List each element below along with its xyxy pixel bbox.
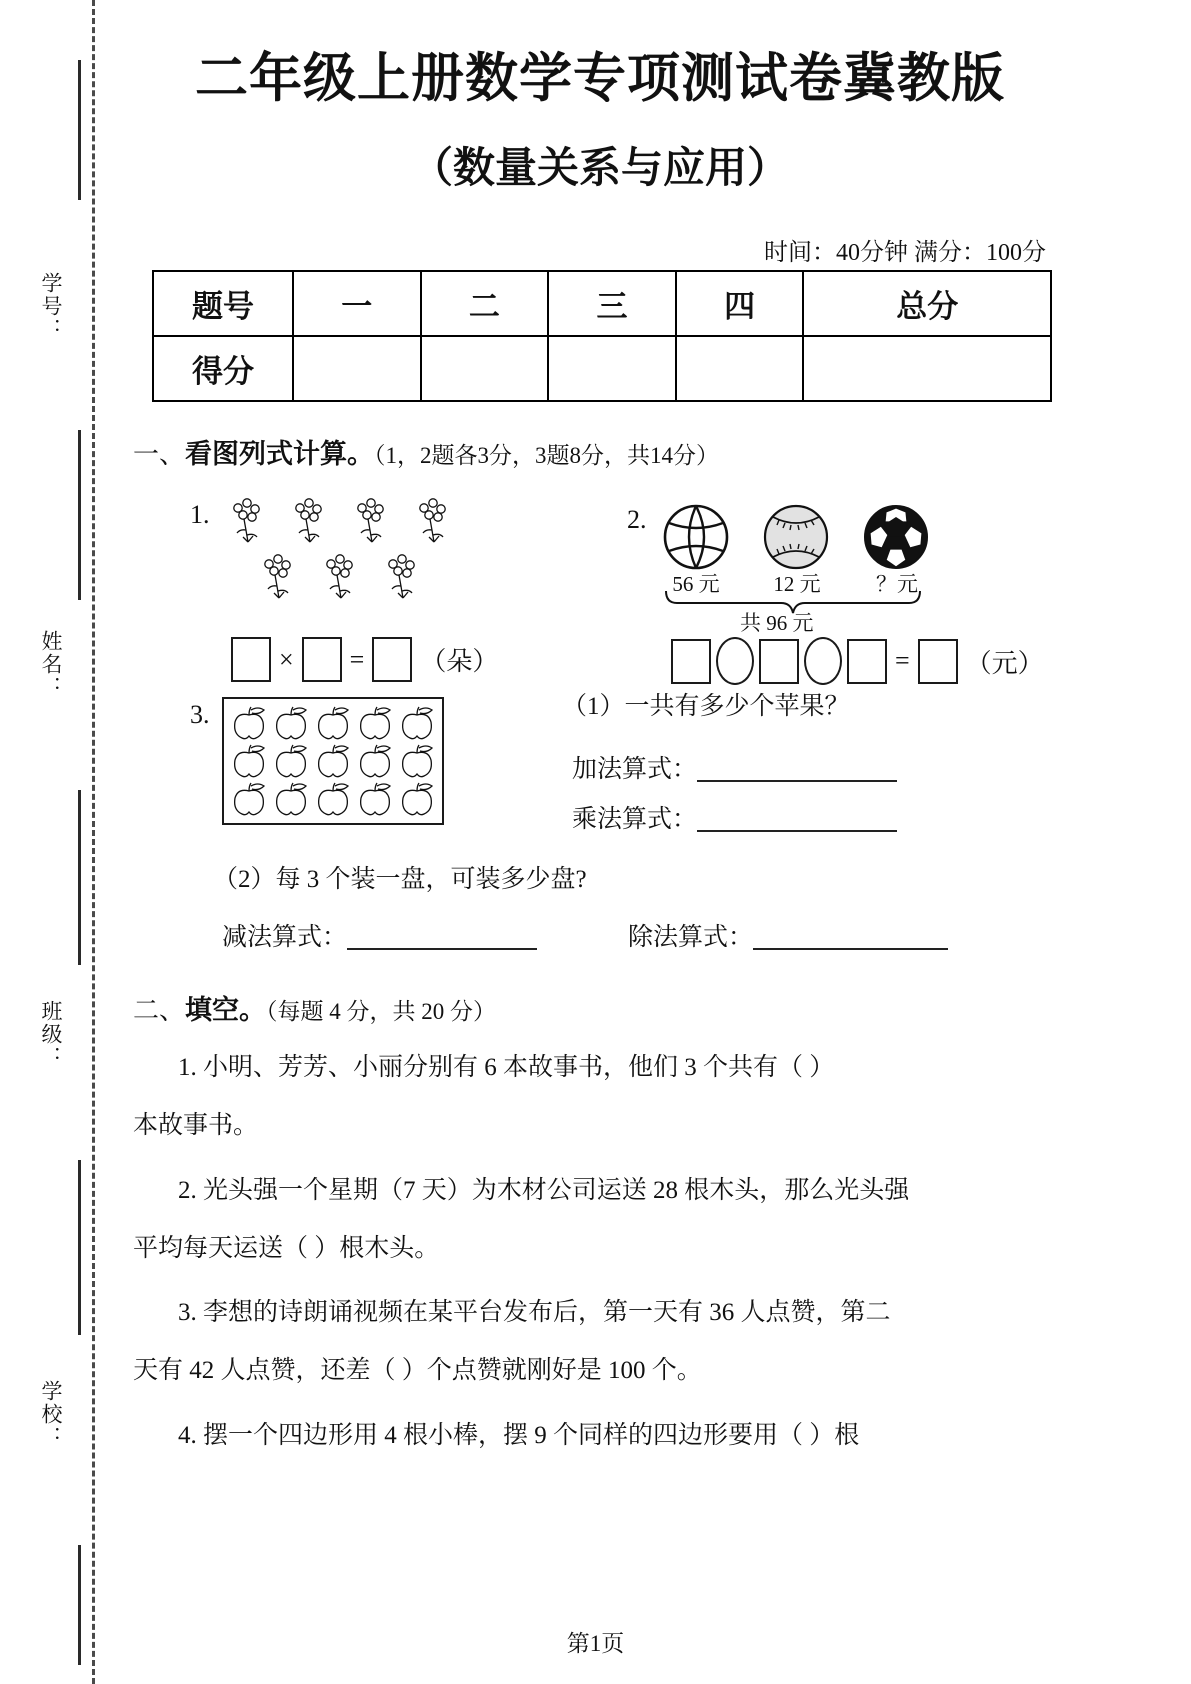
apple-icon — [312, 704, 354, 742]
q3-number: 3. — [190, 700, 210, 729]
apple-icon — [228, 742, 270, 780]
exam-meta: 时间：40分钟 满分：100分 — [764, 240, 1046, 266]
q1-equation — [228, 637, 498, 682]
apple-icon — [312, 780, 354, 818]
answer-box[interactable] — [372, 637, 412, 682]
apple-icon — [270, 742, 312, 780]
q1-operator-multiply: × — [279, 644, 294, 674]
apple-icon — [354, 704, 396, 742]
apple-icon — [354, 780, 396, 818]
q1-operator-equals: = — [349, 644, 365, 674]
score-row-label-1: 得分 — [153, 336, 293, 401]
operator-circle[interactable] — [804, 637, 842, 685]
section-two-q1-line1: 1. 小明、芳芳、小丽分别有 6 本故事书，他们 3 个共有（ ） — [178, 1054, 835, 1081]
section-one-number: 一、 — [133, 440, 186, 469]
apple-row — [228, 704, 438, 742]
q1-flower-row-2 — [253, 552, 439, 610]
section-one-heading — [133, 432, 719, 471]
apple-icon — [312, 742, 354, 780]
answer-box[interactable] — [302, 637, 342, 682]
q3-apple-grid — [222, 697, 444, 825]
section-two-q4-line1: 4. 摆一个四边形用 4 根小棒，摆 9 个同样的四边形要用（ ）根 — [178, 1422, 860, 1449]
q2-baseball — [762, 503, 830, 576]
q3-division-answer-line[interactable] — [753, 948, 948, 950]
section-two-number: 二、 — [133, 996, 186, 1025]
margin-label-school: 学校： — [39, 1380, 63, 1449]
margin-rule-1 — [78, 60, 81, 200]
answer-box[interactable] — [847, 639, 887, 684]
score-cell-3[interactable] — [676, 336, 804, 401]
q2-operator-equals: = — [895, 646, 910, 675]
section-two-title: 填空。 — [185, 995, 267, 1025]
q3-sub2-text: （2）每 3 个装一盘，可装多少盘? — [213, 866, 587, 893]
score-col-0: 一 — [293, 271, 421, 336]
section-two-q3-line2: 天有 42 人点赞，还差（ ）个点赞就刚好是 100 个。 — [133, 1357, 702, 1384]
q2-soccer — [862, 503, 930, 576]
q1-flower-row-1 — [222, 496, 470, 554]
margin-rule-4 — [78, 1160, 81, 1335]
table-row-scores — [153, 336, 1051, 401]
q3-sub2-subtraction-row — [222, 925, 537, 950]
apple-icon — [270, 780, 312, 818]
apple-icon — [270, 704, 312, 742]
score-cell-1[interactable] — [421, 336, 549, 401]
fold-dashed-line — [92, 0, 95, 1684]
margin-rule-3 — [78, 790, 81, 965]
score-cell-4[interactable] — [803, 336, 1051, 401]
answer-box[interactable] — [231, 637, 271, 682]
flower-icon — [315, 552, 377, 610]
q2-total-label: 共 96 元 — [740, 611, 814, 635]
basketball-icon — [662, 503, 730, 571]
score-col-1: 二 — [421, 271, 549, 336]
answer-box[interactable] — [671, 639, 711, 684]
q2-price-basketball: 56 元 — [672, 572, 720, 596]
margin-label-name: 姓名： — [39, 630, 63, 699]
margin-label-student-id: 学号： — [39, 272, 63, 341]
soccer-ball-icon — [862, 503, 930, 571]
q2-price-soccer: ？元 — [876, 572, 918, 596]
flower-icon — [253, 552, 315, 610]
table-row-header — [153, 271, 1051, 336]
q1-unit: （朵） — [420, 647, 499, 676]
section-one-title: 看图列式计算。 — [185, 439, 375, 469]
margin-label-column — [22, 0, 92, 1684]
answer-box[interactable] — [759, 639, 799, 684]
apple-icon — [228, 780, 270, 818]
q2-equation — [668, 637, 1044, 685]
flower-icon — [222, 496, 284, 554]
q2-price-baseball: 12 元 — [773, 572, 821, 596]
baseball-icon — [762, 503, 830, 571]
apple-icon — [396, 742, 438, 780]
operator-circle[interactable] — [716, 637, 754, 685]
q2-unit: （元） — [965, 648, 1044, 678]
score-table — [152, 270, 1052, 402]
q2-basketball — [662, 503, 730, 576]
section-two-q3-line1: 3. 李想的诗朗诵视频在某平台发布后，第一天有 36 人点赞，第二 — [178, 1299, 891, 1326]
q3-addition-answer-line[interactable] — [697, 780, 897, 782]
flower-icon — [408, 496, 470, 554]
score-col-4: 总分 — [803, 271, 1051, 336]
apple-icon — [228, 704, 270, 742]
section-one-points: （1，2题各3分，3题8分，共14分） — [374, 443, 720, 468]
q3-sub1-multiplication-row — [572, 807, 897, 832]
page-subtitle: （数量关系与应用） — [410, 146, 789, 192]
q3-subtraction-answer-line[interactable] — [347, 948, 537, 950]
flower-icon — [346, 496, 408, 554]
q3-multiplication-answer-line[interactable] — [697, 830, 897, 832]
q3-sub2-division-row — [628, 925, 948, 950]
page-footer: 第1页 — [566, 1631, 625, 1656]
apple-icon — [396, 704, 438, 742]
score-row-label-0: 题号 — [153, 271, 293, 336]
section-two-q2-line2: 平均每天运送（ ）根木头。 — [133, 1235, 440, 1262]
q3-sub1-addition-row — [572, 757, 897, 782]
margin-rule-2 — [78, 430, 81, 600]
score-cell-2[interactable] — [548, 336, 676, 401]
section-two-q1-line2: 本故事书。 — [133, 1112, 259, 1139]
score-cell-0[interactable] — [293, 336, 421, 401]
q2-number: 2. — [627, 505, 647, 534]
apple-row — [228, 780, 438, 818]
q3-sub1-text: （1）一共有多少个苹果？ — [562, 693, 850, 720]
q3-subtraction-label: 减法算式： — [222, 924, 348, 951]
flower-icon — [377, 552, 439, 610]
flower-icon — [284, 496, 346, 554]
margin-label-class: 班级： — [39, 1000, 63, 1069]
apple-icon — [354, 742, 396, 780]
score-col-2: 三 — [548, 271, 676, 336]
page-title: 二年级上册数学专项测试卷冀教版 — [195, 50, 1005, 108]
q3-multiplication-label: 乘法算式： — [572, 806, 698, 833]
answer-box[interactable] — [918, 639, 958, 684]
score-col-3: 四 — [676, 271, 804, 336]
q3-addition-label: 加法算式： — [572, 756, 698, 783]
apple-row — [228, 742, 438, 780]
section-two-q2-line1: 2. 光头强一个星期（7 天）为木材公司运送 28 根木头，那么光头强 — [178, 1177, 910, 1204]
section-two-points: （每题 4 分，共 20 分） — [266, 999, 497, 1024]
section-two-heading — [133, 988, 496, 1027]
q3-division-label: 除法算式： — [628, 924, 754, 951]
q1-number: 1. — [190, 500, 210, 529]
apple-icon — [396, 780, 438, 818]
